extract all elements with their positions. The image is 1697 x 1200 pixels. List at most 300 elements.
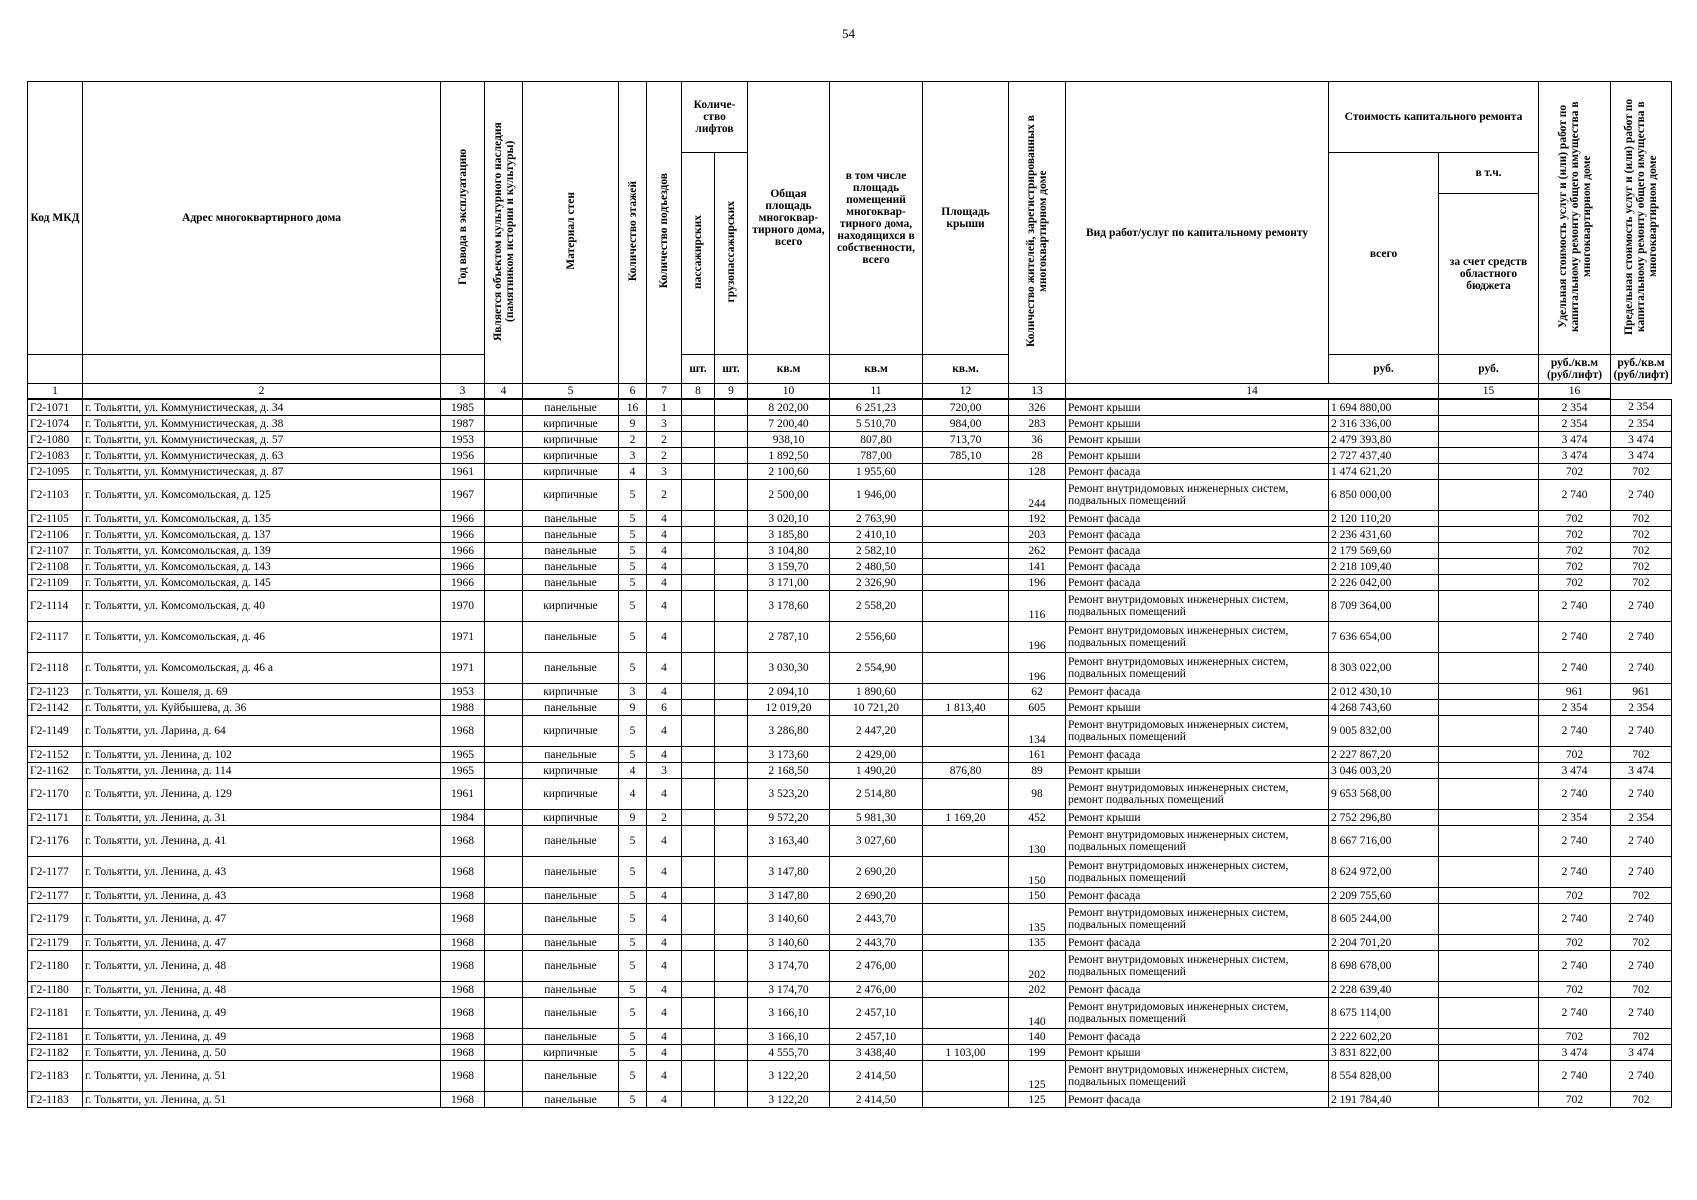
cell-entrances: 2 bbox=[647, 448, 682, 464]
cell-cost-regional bbox=[1439, 763, 1539, 779]
cell-cost-regional bbox=[1439, 826, 1539, 857]
header-lifts-cargo: грузопассажирских bbox=[715, 153, 748, 355]
table-row bbox=[28, 951, 1672, 982]
cell-entrances: 4 bbox=[647, 1092, 682, 1108]
cell-year: 1968 bbox=[441, 888, 485, 904]
cell-heritage bbox=[485, 857, 523, 888]
cell-lifts-passenger bbox=[682, 857, 715, 888]
header-walls: Материал стен bbox=[523, 82, 619, 384]
cell-lifts-cargo bbox=[715, 464, 748, 480]
cell-cost-total: 8 303 022,00 bbox=[1329, 653, 1439, 684]
cell-lifts-passenger bbox=[682, 575, 715, 591]
cell-residents: 244 bbox=[1009, 480, 1066, 511]
column-number: 10 bbox=[748, 384, 830, 400]
cell-cost-regional bbox=[1439, 416, 1539, 432]
cell-roof-area bbox=[923, 716, 1009, 747]
table-row bbox=[28, 1092, 1672, 1108]
cell-cost-total: 2 236 431,60 bbox=[1329, 527, 1439, 543]
column-number: 13 bbox=[1009, 384, 1066, 400]
table-row bbox=[28, 559, 1672, 575]
header-entrances: Количество подъездов bbox=[647, 82, 682, 384]
cell-cost-regional bbox=[1439, 998, 1539, 1029]
cell-lifts-cargo bbox=[715, 399, 748, 416]
cell-total-area: 3 178,60 bbox=[748, 591, 830, 622]
cell-entrances: 1 bbox=[647, 399, 682, 416]
cell-year: 1953 bbox=[441, 684, 485, 700]
cell-cost-regional bbox=[1439, 543, 1539, 559]
cell-floors: 5 bbox=[619, 527, 647, 543]
cell-walls: панельные bbox=[523, 1029, 619, 1045]
cell-lifts-cargo bbox=[715, 951, 748, 982]
cell-owned-area: 1 946,00 bbox=[830, 480, 923, 511]
cell-owned-area: 2 476,00 bbox=[830, 951, 923, 982]
cell-year: 1984 bbox=[441, 810, 485, 826]
cell-owned-area: 787,00 bbox=[830, 448, 923, 464]
cell-roof-area bbox=[923, 951, 1009, 982]
cell-cost-regional bbox=[1439, 559, 1539, 575]
cell-roof-area bbox=[923, 935, 1009, 951]
cell-year: 1961 bbox=[441, 779, 485, 810]
header-address: Адрес многоквартирного дома bbox=[83, 82, 441, 355]
cell-lifts-cargo bbox=[715, 904, 748, 935]
header-cost-incl: в т.ч. bbox=[1439, 153, 1539, 194]
cell-total-area: 2 500,00 bbox=[748, 480, 830, 511]
cell-entrances: 4 bbox=[647, 982, 682, 998]
cell-max-cost: 702 bbox=[1611, 543, 1672, 559]
unit-sqm: кв.м bbox=[748, 355, 830, 384]
cell-address: г. Тольятти, ул. Ленина, д. 51 bbox=[83, 1061, 441, 1092]
cell-unit-cost: 961 bbox=[1539, 684, 1611, 700]
cell-cost-regional bbox=[1439, 700, 1539, 716]
header-unit-cost: Удельная стоимость услуг и (или) работ по капитальному ремонту общего имущества в многоквартирном доме bbox=[1539, 82, 1611, 355]
cell-code: Г2-1181 bbox=[28, 998, 83, 1029]
cell-cost-regional bbox=[1439, 1061, 1539, 1092]
table-row bbox=[28, 857, 1672, 888]
cell-roof-area: 1 813,40 bbox=[923, 700, 1009, 716]
header-floors: Количество этажей bbox=[619, 82, 647, 384]
header-cost-total: всего bbox=[1329, 153, 1439, 355]
cell-lifts-cargo bbox=[715, 432, 748, 448]
cell-code: Г2-1183 bbox=[28, 1092, 83, 1108]
cell-floors: 2 bbox=[619, 432, 647, 448]
table-row bbox=[28, 432, 1672, 448]
cell-floors: 5 bbox=[619, 904, 647, 935]
cell-entrances: 4 bbox=[647, 747, 682, 763]
cell-year: 1971 bbox=[441, 622, 485, 653]
cell-floors: 9 bbox=[619, 416, 647, 432]
cell-total-area: 3 173,60 bbox=[748, 747, 830, 763]
header-max-cost: Предельная стоимость услуг и (или) работ по капитальному ремонту общего имущества в многоквартирном доме bbox=[1611, 82, 1672, 355]
cell-residents: 326 bbox=[1009, 399, 1066, 416]
cell-residents: 196 bbox=[1009, 653, 1066, 684]
cell-heritage bbox=[485, 543, 523, 559]
unit-pcs: шт. bbox=[682, 355, 715, 384]
cell-unit-cost: 2 740 bbox=[1539, 653, 1611, 684]
cell-cost-total: 2 479 393,80 bbox=[1329, 432, 1439, 448]
cell-walls: кирпичные bbox=[523, 716, 619, 747]
cell-residents: 150 bbox=[1009, 857, 1066, 888]
cell-address: г. Тольятти, ул. Ленина, д. 47 bbox=[83, 904, 441, 935]
cell-lifts-cargo bbox=[715, 763, 748, 779]
cell-total-area: 2 094,10 bbox=[748, 684, 830, 700]
cell-work-type: Ремонт фасада bbox=[1066, 888, 1329, 904]
cell-lifts-cargo bbox=[715, 700, 748, 716]
cell-work-type: Ремонт крыши bbox=[1066, 448, 1329, 464]
cell-code: Г2-1103 bbox=[28, 480, 83, 511]
cell-year: 1966 bbox=[441, 511, 485, 527]
cell-max-cost: 2 740 bbox=[1611, 779, 1672, 810]
unit-sqm-dot: кв.м. bbox=[923, 355, 1009, 384]
cell-work-type: Ремонт крыши bbox=[1066, 432, 1329, 448]
cell-walls: кирпичные bbox=[523, 1045, 619, 1061]
cell-max-cost: 2 740 bbox=[1611, 716, 1672, 747]
cell-cost-total: 9 653 568,00 bbox=[1329, 779, 1439, 810]
unit-rub-sqm: руб./кв.м (руб/лифт) bbox=[1539, 355, 1611, 384]
cell-year: 1965 bbox=[441, 747, 485, 763]
cell-roof-area bbox=[923, 747, 1009, 763]
cell-cost-total: 2 120 110,20 bbox=[1329, 511, 1439, 527]
header-year: Год ввода в эксплуатацию bbox=[441, 82, 485, 355]
cell-code: Г2-1179 bbox=[28, 904, 83, 935]
cell-code: Г2-1117 bbox=[28, 622, 83, 653]
cell-work-type: Ремонт внутридомовых инженерных систем, подвальных помещений bbox=[1066, 716, 1329, 747]
cell-cost-regional bbox=[1439, 935, 1539, 951]
cell-residents: 89 bbox=[1009, 763, 1066, 779]
column-number: 1 bbox=[28, 384, 83, 400]
cell-year: 1970 bbox=[441, 591, 485, 622]
cell-residents: 452 bbox=[1009, 810, 1066, 826]
cell-work-type: Ремонт фасада bbox=[1066, 684, 1329, 700]
cell-lifts-passenger bbox=[682, 416, 715, 432]
cell-address: г. Тольятти, ул. Ленина, д. 48 bbox=[83, 982, 441, 998]
cell-work-type: Ремонт внутридомовых инженерных систем, подвальных помещений bbox=[1066, 904, 1329, 935]
cell-address: г. Тольятти, ул. Ленина, д. 43 bbox=[83, 857, 441, 888]
cell-cost-regional bbox=[1439, 480, 1539, 511]
cell-unit-cost: 702 bbox=[1539, 511, 1611, 527]
cell-floors: 5 bbox=[619, 1045, 647, 1061]
cell-cost-total: 2 228 639,40 bbox=[1329, 982, 1439, 998]
cell-walls: панельные bbox=[523, 888, 619, 904]
cell-work-type: Ремонт внутридомовых инженерных систем, подвальных помещений bbox=[1066, 622, 1329, 653]
cell-roof-area bbox=[923, 904, 1009, 935]
cell-year: 1968 bbox=[441, 935, 485, 951]
cell-entrances: 4 bbox=[647, 951, 682, 982]
cell-code: Г2-1108 bbox=[28, 559, 83, 575]
cell-lifts-passenger bbox=[682, 480, 715, 511]
cell-cost-regional bbox=[1439, 888, 1539, 904]
cell-lifts-passenger bbox=[682, 684, 715, 700]
cell-cost-regional bbox=[1439, 464, 1539, 480]
cell-cost-total: 4 268 743,60 bbox=[1329, 700, 1439, 716]
cell-cost-total: 2 226 042,00 bbox=[1329, 575, 1439, 591]
cell-max-cost: 702 bbox=[1611, 1029, 1672, 1045]
cell-heritage bbox=[485, 591, 523, 622]
cell-walls: панельные bbox=[523, 982, 619, 998]
cell-work-type: Ремонт фасада bbox=[1066, 1029, 1329, 1045]
cell-total-area: 3 020,10 bbox=[748, 511, 830, 527]
cell-entrances: 3 bbox=[647, 763, 682, 779]
cell-entrances: 4 bbox=[647, 684, 682, 700]
cell-owned-area: 2 476,00 bbox=[830, 982, 923, 998]
cell-floors: 5 bbox=[619, 826, 647, 857]
column-number: 2 bbox=[83, 384, 441, 400]
table-row bbox=[28, 653, 1672, 684]
column-number: 14 bbox=[1066, 384, 1439, 400]
cell-walls: кирпичные bbox=[523, 591, 619, 622]
cell-unit-cost: 2 354 bbox=[1539, 416, 1611, 432]
cell-unit-cost: 702 bbox=[1539, 464, 1611, 480]
cell-owned-area: 2 582,10 bbox=[830, 543, 923, 559]
unit-blank bbox=[83, 355, 441, 384]
cell-cost-regional bbox=[1439, 810, 1539, 826]
cell-unit-cost: 2 740 bbox=[1539, 480, 1611, 511]
cell-work-type: Ремонт крыши bbox=[1066, 700, 1329, 716]
cell-heritage bbox=[485, 511, 523, 527]
cell-lifts-cargo bbox=[715, 1029, 748, 1045]
cell-roof-area: 1 103,00 bbox=[923, 1045, 1009, 1061]
cell-cost-total: 6 850 000,00 bbox=[1329, 480, 1439, 511]
cell-roof-area bbox=[923, 464, 1009, 480]
cell-residents: 98 bbox=[1009, 779, 1066, 810]
table-row bbox=[28, 998, 1672, 1029]
unit-rub: руб. bbox=[1329, 355, 1439, 384]
header-total-area: Общая площадь многоквар-тирного дома, всего bbox=[748, 82, 830, 355]
cell-owned-area: 2 414,50 bbox=[830, 1092, 923, 1108]
cell-floors: 5 bbox=[619, 857, 647, 888]
cell-roof-area bbox=[923, 622, 1009, 653]
cell-unit-cost: 702 bbox=[1539, 747, 1611, 763]
cell-roof-area bbox=[923, 480, 1009, 511]
cell-cost-regional bbox=[1439, 1092, 1539, 1108]
cell-year: 1968 bbox=[441, 904, 485, 935]
cell-lifts-passenger bbox=[682, 904, 715, 935]
cell-year: 1971 bbox=[441, 653, 485, 684]
cell-address: г. Тольятти, ул. Ленина, д. 49 bbox=[83, 998, 441, 1029]
table-row bbox=[28, 1045, 1672, 1061]
cell-total-area: 1 892,50 bbox=[748, 448, 830, 464]
cell-floors: 5 bbox=[619, 511, 647, 527]
column-number: 6 bbox=[619, 384, 647, 400]
cell-lifts-cargo bbox=[715, 998, 748, 1029]
cell-residents: 192 bbox=[1009, 511, 1066, 527]
cell-heritage bbox=[485, 826, 523, 857]
table-row bbox=[28, 684, 1672, 700]
cell-heritage bbox=[485, 779, 523, 810]
cell-entrances: 3 bbox=[647, 464, 682, 480]
cell-heritage bbox=[485, 935, 523, 951]
column-number: 12 bbox=[923, 384, 1009, 400]
cell-entrances: 4 bbox=[647, 935, 682, 951]
cell-total-area: 3 174,70 bbox=[748, 951, 830, 982]
cell-cost-total: 8 698 678,00 bbox=[1329, 951, 1439, 982]
cell-address: г. Тольятти, ул. Коммунистическая, д. 34 bbox=[83, 399, 441, 416]
cell-entrances: 4 bbox=[647, 1029, 682, 1045]
cell-residents: 196 bbox=[1009, 622, 1066, 653]
cell-walls: кирпичные bbox=[523, 763, 619, 779]
cell-total-area: 3 147,80 bbox=[748, 888, 830, 904]
cell-year: 1968 bbox=[441, 1061, 485, 1092]
cell-cost-total: 8 605 244,00 bbox=[1329, 904, 1439, 935]
cell-lifts-passenger bbox=[682, 888, 715, 904]
cell-owned-area: 2 410,10 bbox=[830, 527, 923, 543]
cell-residents: 202 bbox=[1009, 982, 1066, 998]
cell-max-cost: 2 354 bbox=[1611, 700, 1672, 716]
column-number: 15 bbox=[1439, 384, 1539, 400]
cell-residents: 199 bbox=[1009, 1045, 1066, 1061]
cell-unit-cost: 2 354 bbox=[1539, 399, 1611, 416]
cell-work-type: Ремонт внутридомовых инженерных систем, ремонт подвальных помещений bbox=[1066, 779, 1329, 810]
cell-lifts-passenger bbox=[682, 763, 715, 779]
cell-code: Г2-1109 bbox=[28, 575, 83, 591]
cell-walls: панельные bbox=[523, 904, 619, 935]
cell-residents: 262 bbox=[1009, 543, 1066, 559]
cell-owned-area: 2 443,70 bbox=[830, 904, 923, 935]
cell-work-type: Ремонт фасада bbox=[1066, 575, 1329, 591]
cell-walls: панельные bbox=[523, 653, 619, 684]
cell-residents: 203 bbox=[1009, 527, 1066, 543]
cell-address: г. Тольятти, ул. Коммунистическая, д. 57 bbox=[83, 432, 441, 448]
cell-lifts-passenger bbox=[682, 653, 715, 684]
cell-total-area: 12 019,20 bbox=[748, 700, 830, 716]
cell-lifts-passenger bbox=[682, 826, 715, 857]
cell-cost-regional bbox=[1439, 591, 1539, 622]
cell-cost-total: 2 218 109,40 bbox=[1329, 559, 1439, 575]
table-row bbox=[28, 416, 1672, 432]
cell-year: 1956 bbox=[441, 448, 485, 464]
cell-lifts-passenger bbox=[682, 982, 715, 998]
table-row bbox=[28, 982, 1672, 998]
cell-roof-area bbox=[923, 1029, 1009, 1045]
cell-walls: панельные bbox=[523, 998, 619, 1029]
cell-owned-area: 2 414,50 bbox=[830, 1061, 923, 1092]
cell-code: Г2-1180 bbox=[28, 951, 83, 982]
cell-code: Г2-1142 bbox=[28, 700, 83, 716]
cell-work-type: Ремонт фасада bbox=[1066, 543, 1329, 559]
header-roof-area: Площадь крыши bbox=[923, 82, 1009, 355]
cell-entrances: 4 bbox=[647, 511, 682, 527]
cell-entrances: 4 bbox=[647, 1061, 682, 1092]
cell-lifts-passenger bbox=[682, 779, 715, 810]
cell-total-area: 3 163,40 bbox=[748, 826, 830, 857]
cell-roof-area bbox=[923, 998, 1009, 1029]
cell-address: г. Тольятти, ул. Комсомольская, д. 139 bbox=[83, 543, 441, 559]
cell-entrances: 4 bbox=[647, 904, 682, 935]
cell-code: Г2-1180 bbox=[28, 982, 83, 998]
cell-address: г. Тольятти, ул. Коммунистическая, д. 38 bbox=[83, 416, 441, 432]
cell-owned-area: 1 490,20 bbox=[830, 763, 923, 779]
cell-heritage bbox=[485, 559, 523, 575]
cell-floors: 4 bbox=[619, 763, 647, 779]
cell-owned-area: 10 721,20 bbox=[830, 700, 923, 716]
cell-roof-area bbox=[923, 888, 1009, 904]
cell-address: г. Тольятти, ул. Комсомольская, д. 46 bbox=[83, 622, 441, 653]
cell-year: 1968 bbox=[441, 1045, 485, 1061]
cell-residents: 196 bbox=[1009, 575, 1066, 591]
cell-heritage bbox=[485, 527, 523, 543]
cell-year: 1968 bbox=[441, 1092, 485, 1108]
cell-cost-regional bbox=[1439, 951, 1539, 982]
cell-walls: кирпичные bbox=[523, 464, 619, 480]
table-row bbox=[28, 622, 1672, 653]
table-row bbox=[28, 904, 1672, 935]
cell-lifts-cargo bbox=[715, 527, 748, 543]
cell-cost-regional bbox=[1439, 779, 1539, 810]
cell-cost-regional bbox=[1439, 527, 1539, 543]
cell-max-cost: 702 bbox=[1611, 935, 1672, 951]
cell-total-area: 3 104,80 bbox=[748, 543, 830, 559]
cell-lifts-cargo bbox=[715, 480, 748, 511]
cell-max-cost: 2 354 bbox=[1611, 810, 1672, 826]
cell-entrances: 2 bbox=[647, 810, 682, 826]
cell-walls: панельные bbox=[523, 559, 619, 575]
cell-unit-cost: 2 740 bbox=[1539, 951, 1611, 982]
cell-max-cost: 2 740 bbox=[1611, 826, 1672, 857]
cell-max-cost: 702 bbox=[1611, 464, 1672, 480]
cell-unit-cost: 702 bbox=[1539, 543, 1611, 559]
cell-total-area: 3 286,80 bbox=[748, 716, 830, 747]
cell-lifts-cargo bbox=[715, 653, 748, 684]
cell-work-type: Ремонт фасада bbox=[1066, 464, 1329, 480]
table-row bbox=[28, 700, 1672, 716]
cell-walls: панельные bbox=[523, 511, 619, 527]
cell-owned-area: 2 690,20 bbox=[830, 857, 923, 888]
cell-code: Г2-1107 bbox=[28, 543, 83, 559]
cell-max-cost: 3 474 bbox=[1611, 763, 1672, 779]
column-number: 8 bbox=[682, 384, 715, 400]
cell-max-cost: 702 bbox=[1611, 888, 1672, 904]
cell-cost-regional bbox=[1439, 575, 1539, 591]
cell-residents: 283 bbox=[1009, 416, 1066, 432]
cell-walls: панельные bbox=[523, 935, 619, 951]
cell-walls: панельные bbox=[523, 622, 619, 653]
header-code: Код МКД bbox=[28, 82, 83, 355]
cell-cost-total: 8 667 716,00 bbox=[1329, 826, 1439, 857]
cell-lifts-cargo bbox=[715, 622, 748, 653]
unit-blank bbox=[28, 355, 83, 384]
cell-max-cost: 961 bbox=[1611, 684, 1672, 700]
cell-total-area: 3 122,20 bbox=[748, 1092, 830, 1108]
cell-lifts-cargo bbox=[715, 511, 748, 527]
table-row bbox=[28, 888, 1672, 904]
cell-work-type: Ремонт внутридомовых инженерных систем, подвальных помещений bbox=[1066, 480, 1329, 511]
cell-lifts-passenger bbox=[682, 399, 715, 416]
cell-walls: панельные bbox=[523, 857, 619, 888]
cell-work-type: Ремонт внутридомовых инженерных систем, подвальных помещений bbox=[1066, 998, 1329, 1029]
cell-entrances: 4 bbox=[647, 575, 682, 591]
cell-cost-total: 2 316 336,00 bbox=[1329, 416, 1439, 432]
table-row bbox=[28, 543, 1672, 559]
cell-address: г. Тольятти, ул. Ленина, д. 31 bbox=[83, 810, 441, 826]
cell-max-cost: 702 bbox=[1611, 747, 1672, 763]
cell-entrances: 4 bbox=[647, 716, 682, 747]
cell-entrances: 4 bbox=[647, 998, 682, 1029]
cell-year: 1968 bbox=[441, 826, 485, 857]
cell-walls: кирпичные bbox=[523, 684, 619, 700]
cell-code: Г2-1071 bbox=[28, 399, 83, 416]
cell-unit-cost: 702 bbox=[1539, 575, 1611, 591]
cell-owned-area: 3 438,40 bbox=[830, 1045, 923, 1061]
cell-cost-total: 8 554 828,00 bbox=[1329, 1061, 1439, 1092]
unit-rub-sqm: руб./кв.м (руб/лифт) bbox=[1611, 355, 1672, 384]
cell-lifts-passenger bbox=[682, 511, 715, 527]
cell-lifts-passenger bbox=[682, 464, 715, 480]
cell-address: г. Тольятти, ул. Комсомольская, д. 125 bbox=[83, 480, 441, 511]
cell-unit-cost: 3 474 bbox=[1539, 1045, 1611, 1061]
cell-max-cost: 3 474 bbox=[1611, 1045, 1672, 1061]
cell-floors: 5 bbox=[619, 622, 647, 653]
cell-unit-cost: 3 474 bbox=[1539, 432, 1611, 448]
cell-cost-total: 2 222 602,20 bbox=[1329, 1029, 1439, 1045]
